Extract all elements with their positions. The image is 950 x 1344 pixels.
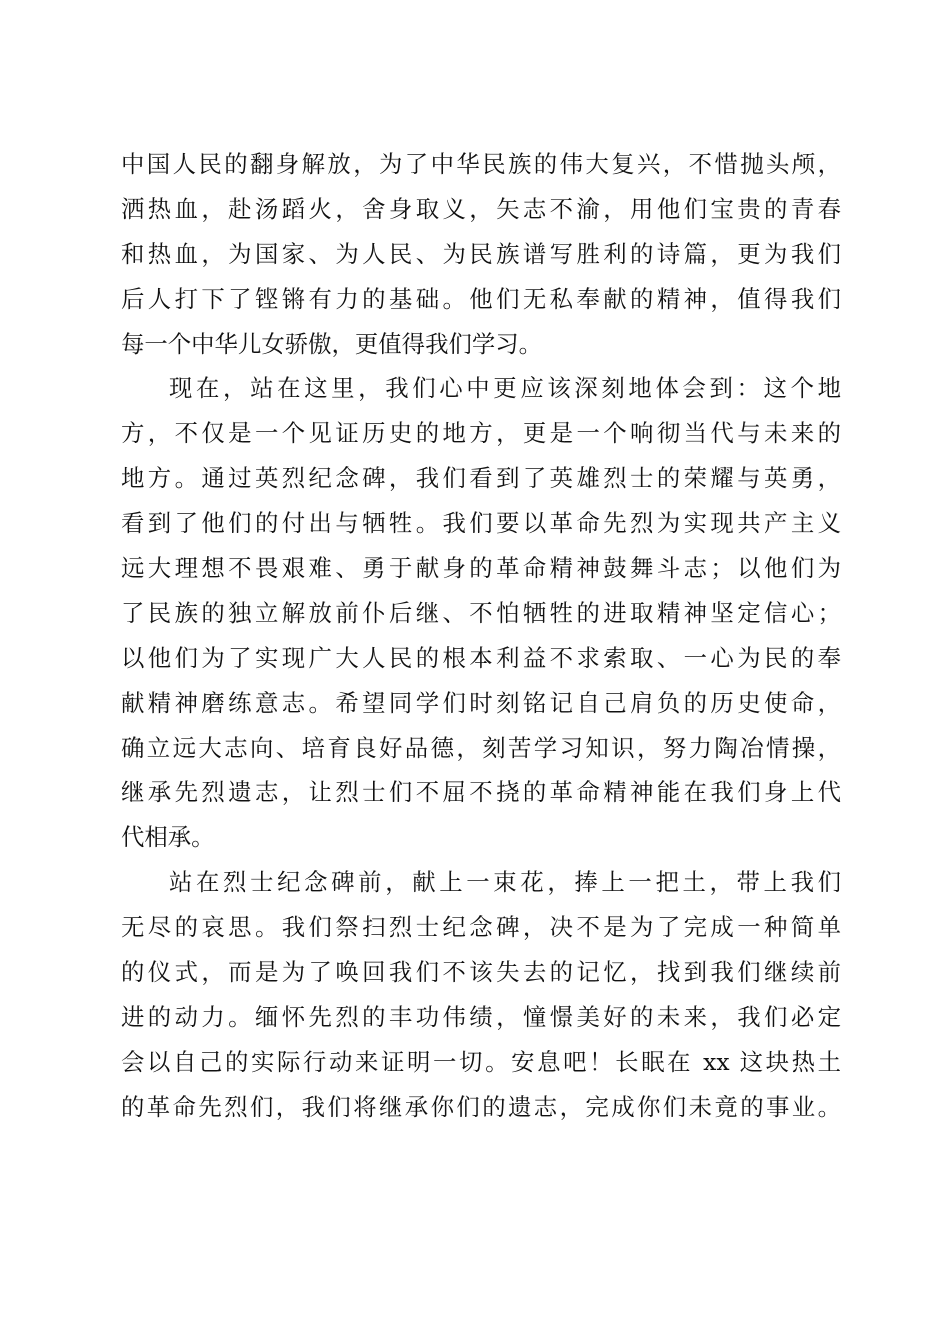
text-line: 远大理想不畏艰难、勇于献身的革命精神鼓舞斗志；以他们为: [121, 554, 841, 583]
text-line: 无尽的哀思。我们祭扫烈士纪念碑，决不是为了完成一种简单: [121, 913, 841, 942]
text-line: 地方。通过英烈纪念碑，我们看到了英雄烈士的荣耀与英勇，: [121, 464, 841, 493]
text-line: 会以自己的实际行动来证明一切。安息吧！长眠在 xx 这块热土: [121, 1047, 841, 1076]
text-line: 进的动力。缅怀先烈的丰功伟绩，憧憬美好的未来，我们必定: [121, 1002, 841, 1031]
text-line: 看到了他们的付出与牺牲。我们要以革命先烈为实现共产主义: [121, 509, 841, 538]
text-line: 的革命先烈们，我们将继承你们的遗志，完成你们未竟的事业。: [121, 1092, 841, 1121]
text-line: 中国人民的翻身解放，为了中华民族的伟大复兴，不惜抛头颅，: [121, 150, 841, 178]
text-line: 确立远大志向、培育良好品德，刻苦学习知识，努力陶冶情操，: [121, 733, 841, 762]
text-line: 后人打下了铿锵有力的基础。他们无私奉献的精神，值得我们: [121, 284, 841, 313]
text-line: 洒热血，赴汤蹈火，舍身取义，矢志不渝，用他们宝贵的青春: [121, 194, 841, 223]
text-line: 和热血，为国家、为人民、为民族谱写胜利的诗篇，更为我们: [121, 239, 841, 268]
text-line: 继承先烈遗志，让烈士们不屈不挠的革命精神能在我们身上代: [121, 778, 841, 807]
text-line: 代相承。: [121, 823, 215, 852]
text-line: 献精神磨练意志。希望同学们时刻铭记自己肩负的历史使命，: [121, 688, 841, 717]
paragraph-start-line: 站在烈士纪念碑前，献上一束花，捧上一把土，带上我们: [169, 868, 841, 897]
text-line: 每一个中华儿女骄傲，更值得我们学习。: [121, 329, 543, 358]
text-line: 以他们为了实现广大人民的根本利益不求索取、一心为民的奉: [121, 643, 841, 672]
text-line: 了民族的独立解放前仆后继、不怕牺牲的进取精神坚定信心；: [121, 598, 841, 627]
text-line: 的仪式，而是为了唤回我们不该失去的记忆，找到我们继续前: [121, 958, 841, 987]
body-text: [121, 142, 841, 1130]
text-line: 方，不仅是一个见证历史的地方，更是一个响彻当代与未来的: [121, 419, 841, 448]
paragraph-start-line: 现在，站在这里，我们心中更应该深刻地体会到：这个地: [169, 374, 841, 403]
